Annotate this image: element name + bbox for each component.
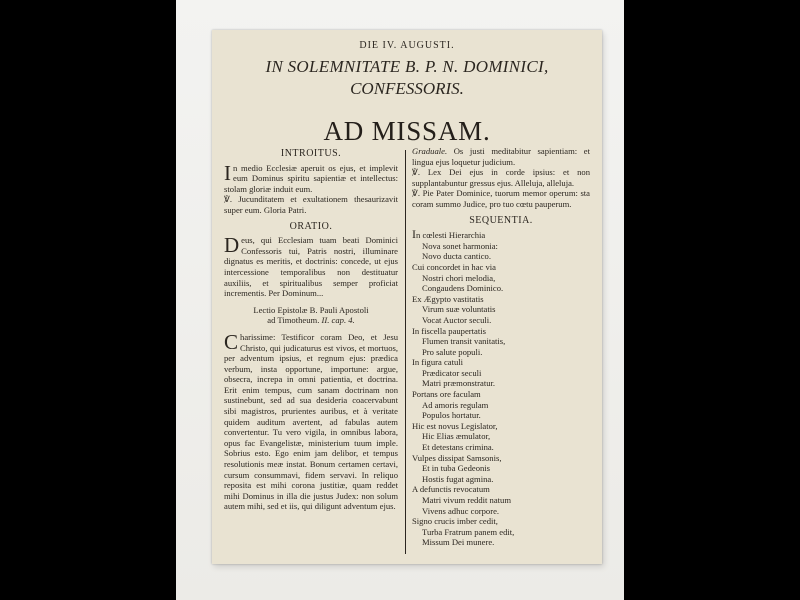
sequence-line: Ex Ægypto vastitatis xyxy=(412,293,484,304)
page-title: AD MISSAM. xyxy=(323,116,491,146)
sequence-line: Hic Elias æmulator, xyxy=(422,431,491,442)
sequence-line: Vocat Auctor seculi. xyxy=(422,314,492,325)
graduale-verse: ℣. Lex Dei ejus in corde ipsius: et non supplantabuntur gressus ejus. Alleluja, alleluja. xyxy=(412,167,590,188)
sequentia-text xyxy=(412,229,590,548)
sequence-line: Nova sonet harmonia: xyxy=(422,240,498,251)
introitus-verse: ℣. Jucunditatem et exultationem thesaurizavit super eum. Gloria Patri. xyxy=(224,194,398,215)
sequence-line: Vulpes dissipat Samsonis, xyxy=(412,452,502,463)
sequence-line: In figura catuli xyxy=(412,357,464,368)
left-column xyxy=(224,149,398,512)
sequence-line: Turba Fratrum panem edit, xyxy=(422,526,515,537)
drop-cap: D xyxy=(224,233,240,258)
sequentia-heading: SEQUENTIA. xyxy=(469,214,533,226)
sequence-line: In fiscella paupertatis xyxy=(412,325,486,336)
alleluia-verse: ℣. Pie Pater Dominice, tuorum memor operum: sta coram summo Judice, pro tuo cœtu pauperum. xyxy=(412,188,590,209)
sequence-line: Hostis fugat agmina. xyxy=(422,473,494,484)
sequence-line: Ad amoris regulam xyxy=(422,399,489,410)
sequence-line: Pro salute populi. xyxy=(422,346,483,357)
feast-date: DIE IV. AUGUSTI. xyxy=(359,40,455,51)
graduale-text: Graduale. Os justi meditabitur sapientiam: et lingua ejus loquetur judicium. xyxy=(412,146,590,167)
feast-subtitle: CONFESSORIS. xyxy=(350,79,464,98)
missal-page xyxy=(212,30,602,564)
sequence-line: Flumen transit vanitatis, xyxy=(422,336,506,347)
sequence-line: Novo ducta cantico. xyxy=(422,251,491,262)
sequence-line: Prædicator seculi xyxy=(422,367,482,378)
sequence-line: A defunctis revocatum xyxy=(412,484,490,495)
sequence-line: Missum Dei munere. xyxy=(422,537,495,548)
introitus-heading: INTROITUS. xyxy=(280,148,342,159)
oratio-text: Deus, qui Ecclesiam tuam beati Dominici Confessoris tui, Patris nostri, illuminare dignatus es meritis, et doctrinis: concede, ut ejus intercessione temporalibus non destituatur auxiliis, et spiritualibus semper proficiat incrementis. Per Dominum... xyxy=(224,233,398,299)
sequence-line: Matri præmonstratur. xyxy=(422,378,496,389)
black-border-left xyxy=(0,0,176,600)
drop-cap: C xyxy=(224,329,239,354)
lectio-heading: Lectio Epistolæ B. Pauli Apostoli ad Timotheum. II. cap. 4. xyxy=(253,304,369,326)
sequence-line: Nostri chori melodia, xyxy=(422,272,496,283)
sequence-line: Virum suæ voluntatis xyxy=(422,304,496,315)
epistle-text: Charissime: Testificor coram Deo, et Jesu Christo, qui judicaturus est vivos, et mortuos, per adventum ipsius, et regnum ejus: prædica verbum, insta opportune, importune: argue, obsecra, increpa in omni patientia, et doctrina. Erit enim tempus, cum sanam doctrinam non sustinebunt, sed ad sua desideria coacervabunt sibi magistros, prurientes auribus, et à veritate quidem auditum avertent, ad fabulas autem convertentur. Tu vero vigila, in omnibus labora, opus fac Evangelistæ, ministerium tuum imple. Sobrius esto. Ego enim jam delibor, et tempus resolutionis meæ instat. Bonum certamen certavi, cursum consummavi, fidem servavi. In reliquo reposita est mihi corona justitiæ, quam reddet mihi Dominus in illa die justus Judex: non solum autem mihi, sed et iis, qui diligunt adventum ejus. xyxy=(224,329,398,512)
right-column xyxy=(412,146,590,548)
oratio-heading: ORATIO. xyxy=(289,220,333,232)
sequence-line: Et in tuba Gedeonis xyxy=(422,463,491,474)
sequence-line: Cui concordet in hac via xyxy=(412,261,496,272)
sequence-line: Signo crucis imber cedit, xyxy=(412,516,498,527)
introitus-text: In medio Ecclesiæ aperuit os ejus, et implevit eum Dominus spiritu sapientiæ et intellectus: stolam gloriæ induit eum. xyxy=(224,160,398,194)
column-divider xyxy=(405,150,406,554)
sequence-line: Vivens adhuc corpore. xyxy=(422,505,500,516)
drop-cap: I xyxy=(224,160,231,185)
sequence-line: In cœlesti Hierarchia xyxy=(412,227,486,242)
sequence-line: Populos hortatur. xyxy=(422,410,481,421)
feast-title: IN SOLEMNITATE B. P. N. DOMINICI, xyxy=(265,57,549,76)
sequence-line: Matri vivum reddit natum xyxy=(422,495,512,505)
sequence-line: Congaudens Dominico. xyxy=(422,283,504,294)
black-border-right xyxy=(624,0,800,600)
sequence-line: Et detestans crimina. xyxy=(422,442,494,453)
sequence-line: Portans ore faculam xyxy=(412,389,481,400)
sequence-line: Hic est novus Legislator, xyxy=(412,420,498,431)
